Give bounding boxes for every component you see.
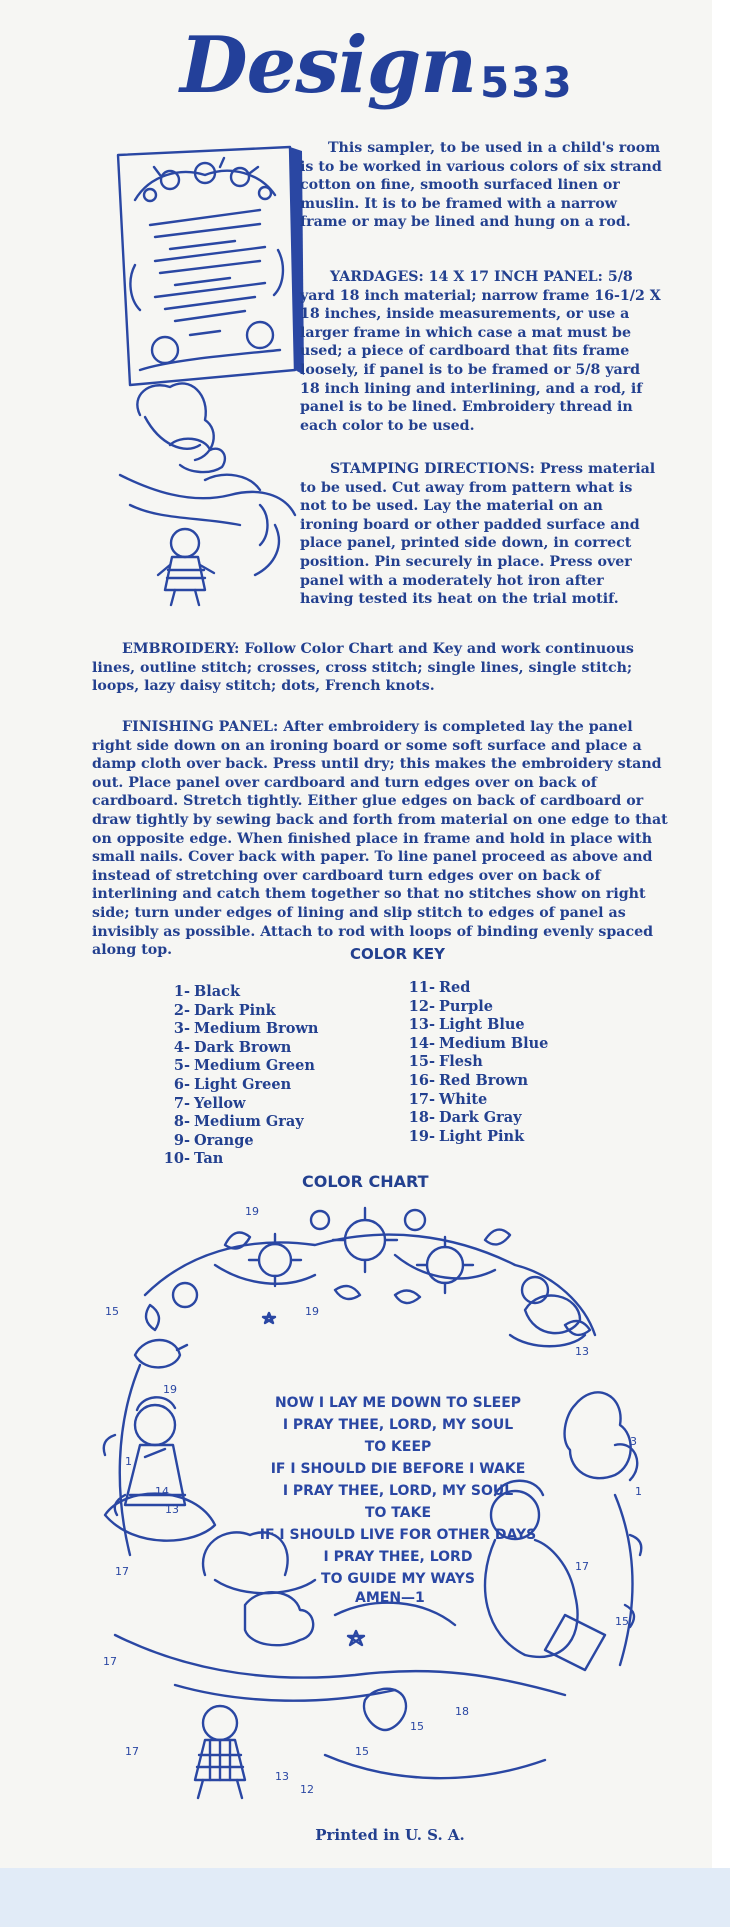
color-key-entry <box>405 1016 548 1035</box>
color-key-number: 1- <box>173 983 190 1000</box>
color-key-entry <box>160 1057 318 1076</box>
color-key-heading: COLOR KEY <box>350 945 446 963</box>
svg-text:18: 18 <box>455 1705 469 1718</box>
color-key-left <box>160 983 318 1169</box>
svg-text:3: 3 <box>630 1435 637 1448</box>
color-key-number: 12- <box>408 997 435 1015</box>
color-key-name: Medium Blue <box>439 1034 549 1052</box>
color-key-name: Red <box>439 979 471 996</box>
color-key-entry <box>405 1128 548 1147</box>
color-key-number: 3- <box>173 1020 190 1038</box>
color-key-entry <box>405 1091 548 1110</box>
color-key-name: Medium Brown <box>194 1020 319 1038</box>
color-key-name: Flesh <box>439 1053 483 1071</box>
color-key-number: 15- <box>408 1053 435 1071</box>
prayer-line: I PRAY THEE, LORD <box>323 1549 473 1565</box>
color-key-right <box>405 979 548 1146</box>
color-chart-heading: COLOR CHART <box>302 1172 429 1191</box>
svg-text:15: 15 <box>410 1720 424 1733</box>
color-key-number: 13- <box>408 1016 435 1034</box>
color-key-name: Light Green <box>194 1075 292 1093</box>
color-key-entry <box>405 1035 548 1054</box>
prayer-line: NOW I LAY ME DOWN TO SLEEP <box>274 1395 522 1411</box>
svg-text:19: 19 <box>305 1305 319 1318</box>
embroidery-paragraph <box>92 640 672 696</box>
yardages-paragraph <box>300 268 662 435</box>
yardages-heading: YARDAGES: 14 X 17 INCH PANEL: <box>330 269 603 285</box>
prayer-line: TO TAKE <box>364 1505 432 1521</box>
color-key-entry <box>160 1113 318 1132</box>
color-key-entry <box>160 1132 318 1151</box>
color-key-number: 11- <box>408 979 435 996</box>
svg-text:12: 12 <box>300 1783 314 1796</box>
color-key-name: Red Brown <box>439 1071 529 1089</box>
svg-text:13: 13 <box>575 1345 589 1358</box>
stamping-heading: STAMPING DIRECTIONS: <box>330 461 535 477</box>
color-key-entry <box>160 1002 318 1021</box>
color-key-entry <box>160 1039 318 1058</box>
color-key-number: 18- <box>408 1109 435 1127</box>
color-key-number: 5- <box>173 1057 190 1075</box>
svg-text:17: 17 <box>575 1560 589 1573</box>
prayer-line: I PRAY THEE, LORD, MY SOUL <box>282 1417 514 1433</box>
svg-text:15: 15 <box>355 1745 369 1758</box>
embroidery-body: Follow Color Chart and Key and work continuous lines, outline stitch; crosses, cross stitch; single lines, single stitch; loops, lazy daisy stitch; dots, French knots. <box>92 641 634 695</box>
color-key-name: Medium Green <box>194 1057 315 1075</box>
color-key-entry <box>160 1150 318 1169</box>
color-key-number: 19- <box>408 1127 435 1145</box>
color-key-name: Dark Pink <box>194 1001 276 1019</box>
color-key-entry <box>405 998 548 1017</box>
finishing-body: After embroidery is completed lay the panel right side down on an ironing board or some soft surface and place a damp cloth over back. Press until dry; this makes the embroidery stand out. Place panel over cardboard and turn edges over on back of cardboard. Stretch tightly. Either glue edges on back of cardboard or draw tightly by sewing back and forth from material on one edge to that on opposite edge. When finished place in frame and hold in place with small nails. Cover back with paper. To line panel proceed as above and instead of stretching over cardboard turn edges over on back of interlining and catch them together so that no stitches show on right side; turn under edges of lining and slip stitch to edges of panel as invisibly as possible. Attach to rod with loops of binding evenly spaced along top. <box>92 719 668 959</box>
svg-text:13: 13 <box>165 1503 179 1516</box>
prayer-text <box>228 1392 568 1590</box>
color-key-entry <box>160 1076 318 1095</box>
color-key-number: 7- <box>173 1094 190 1112</box>
color-key-number: 17- <box>408 1090 435 1108</box>
svg-text:1: 1 <box>635 1485 642 1498</box>
color-key-entry <box>405 979 548 998</box>
color-key-name: Light Blue <box>439 1016 525 1034</box>
color-key-name: Medium Gray <box>194 1113 304 1131</box>
color-key-number: 4- <box>173 1038 190 1056</box>
color-key-entry <box>160 1095 318 1114</box>
svg-text:14: 14 <box>155 1485 169 1498</box>
color-key-name: Black <box>194 983 241 1000</box>
svg-text:15: 15 <box>615 1615 629 1628</box>
svg-text:19: 19 <box>245 1205 259 1218</box>
amen-label: AMEN—1 <box>355 1590 425 1606</box>
color-key-name: Purple <box>439 997 493 1015</box>
intro-paragraph: This sampler, to be used in a child's room is to be worked in various colors of six strand cotton on fine, smooth surfaced linen or muslin. It is to be framed with a narrow frame or may be lined and hung on a rod. <box>300 140 662 231</box>
sampler-thumbnail <box>110 145 305 615</box>
color-key-entry <box>160 983 318 1002</box>
color-key-name: Light Pink <box>439 1127 525 1145</box>
color-key-name: Dark Brown <box>194 1038 292 1056</box>
color-key-number: 16- <box>408 1071 435 1089</box>
color-key-number: 2- <box>173 1001 190 1019</box>
design-title: Design <box>180 20 477 111</box>
color-key-number: 9- <box>173 1131 190 1149</box>
color-key-number: 6- <box>173 1075 190 1093</box>
prayer-line: TO KEEP <box>364 1439 432 1455</box>
color-key-entry <box>160 1020 318 1039</box>
prayer-line: IF I SHOULD LIVE FOR OTHER DAYS <box>259 1527 537 1543</box>
color-key-name: White <box>439 1090 488 1108</box>
color-key-number: 14- <box>408 1034 435 1052</box>
color-key-name: Yellow <box>194 1094 246 1112</box>
color-key-entry <box>405 1109 548 1128</box>
color-key-name: Orange <box>194 1131 254 1149</box>
stamping-body: Press material to be used. Cut away from pattern what is not to be used. Lay the material on an ironing board or other padded surface and place panel, printed side down, in correct position. Pin securely in place. Press over panel with a moderately hot iron after having tested its heat on the trial motif. <box>300 461 656 608</box>
svg-text:1: 1 <box>125 1455 132 1468</box>
page-edge <box>712 0 730 1927</box>
svg-text:17: 17 <box>125 1745 139 1758</box>
color-key-entry <box>405 1072 548 1091</box>
background-strip <box>0 1868 730 1927</box>
color-key-name: Dark Gray <box>439 1109 522 1127</box>
svg-text:19: 19 <box>163 1383 177 1396</box>
design-number: 533 <box>480 58 574 107</box>
svg-text:17: 17 <box>103 1655 117 1668</box>
svg-text:17: 17 <box>115 1565 129 1578</box>
stamping-paragraph <box>300 460 662 609</box>
finishing-heading: FINISHING PANEL: <box>122 719 279 735</box>
prayer-line: TO GUIDE MY WAYS <box>321 1571 475 1587</box>
prayer-line: I PRAY THEE, LORD, MY SOUL <box>282 1483 514 1499</box>
finishing-paragraph <box>92 718 672 960</box>
svg-text:15: 15 <box>105 1305 119 1318</box>
yardages-body: 5/8 yard 18 inch material; narrow frame 16-1/2 X 18 inches, inside measurements, or use a larger frame in which case a mat must be used; a piece of cardboard that fits frame loosely, if panel is to be framed or 5/8 yard 18 inch lining and interlining, and a rod, if panel is to be lined. Embroidery thread in each color to be used. <box>300 269 661 434</box>
embroidery-heading: EMBROIDERY: <box>122 641 240 657</box>
color-key-name: Tan <box>194 1150 224 1168</box>
prayer-line: IF I SHOULD DIE BEFORE I WAKE <box>270 1461 526 1477</box>
color-key-entry <box>405 1053 548 1072</box>
printed-in-usa: Printed in U. S. A. <box>315 1826 465 1844</box>
svg-text:13: 13 <box>275 1770 289 1783</box>
color-key-number: 10- <box>163 1150 190 1168</box>
color-key-number: 8- <box>173 1113 190 1131</box>
